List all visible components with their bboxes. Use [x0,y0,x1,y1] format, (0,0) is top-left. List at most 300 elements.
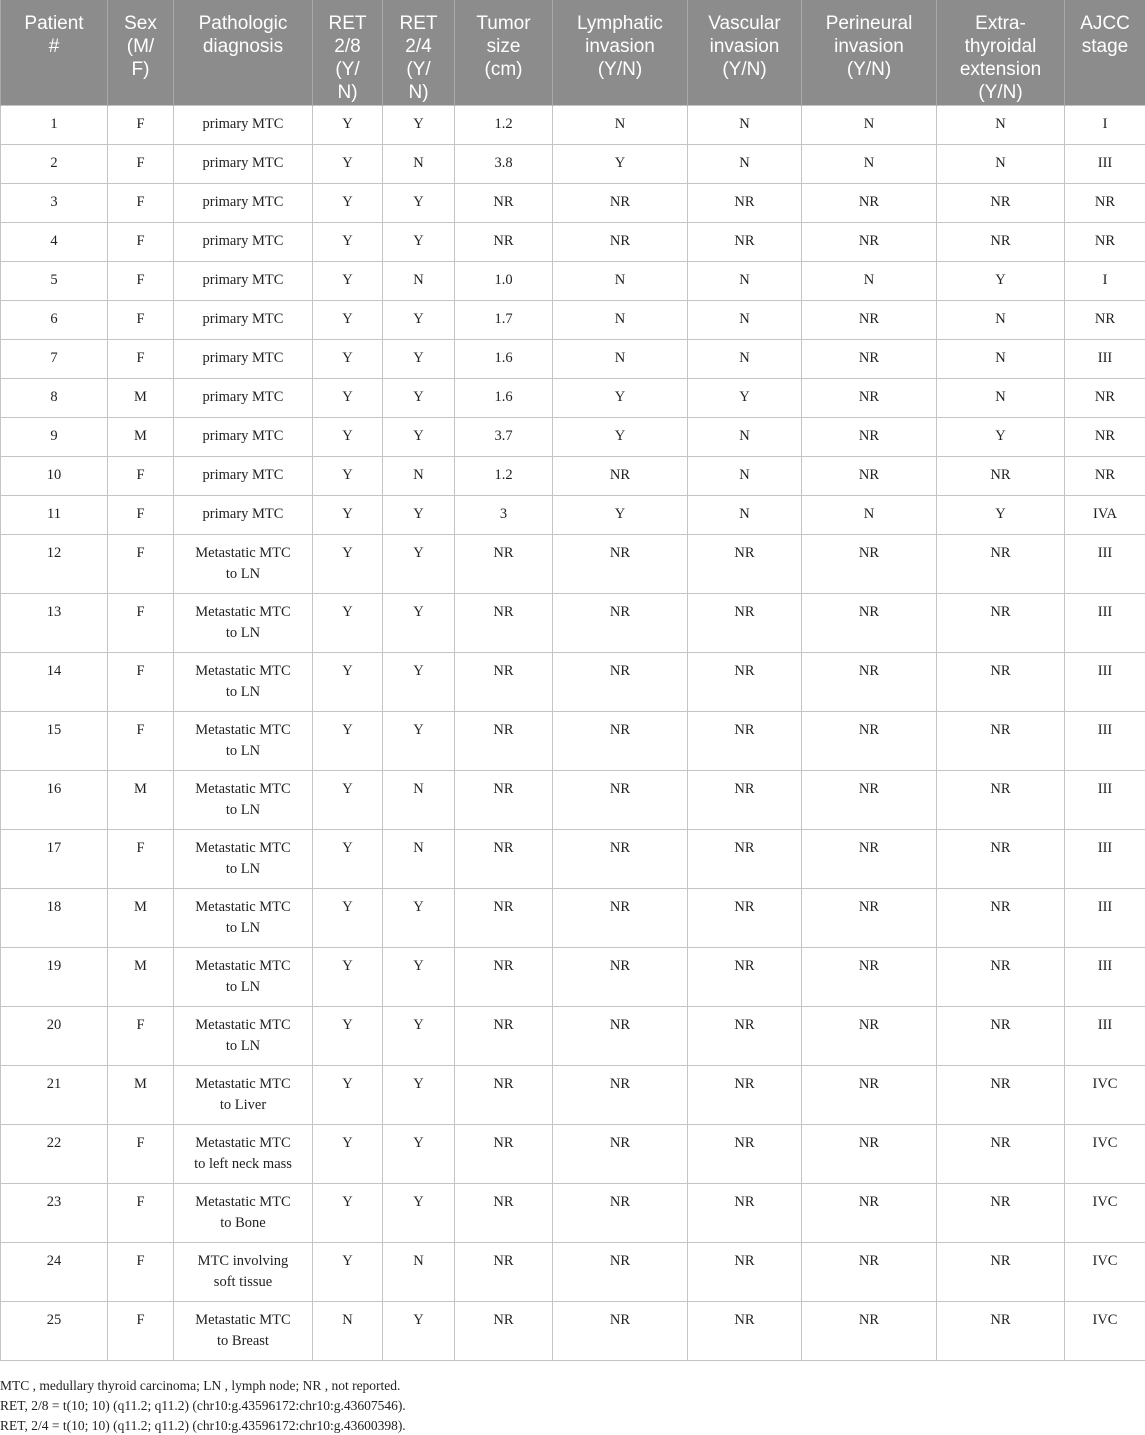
table-cell: 3.7 [455,417,553,456]
table-cell: NR [802,417,937,456]
table-cell: M [108,417,174,456]
table-cell: 17 [1,829,108,888]
table-cell: NR [802,378,937,417]
table-cell: 3.8 [455,144,553,183]
table-cell: N [937,378,1065,417]
table-row [1,1242,1145,1301]
table-cell: 1 [1,105,108,144]
table-cell: N [553,105,688,144]
table-cell: NR [802,222,937,261]
table-cell: N [383,456,455,495]
table-cell: NR [455,888,553,947]
table-cell: 1.7 [455,300,553,339]
table-cell: 1.2 [455,456,553,495]
table-cell: F [108,711,174,770]
table-cell: NR [937,770,1065,829]
table-cell: NR [802,300,937,339]
table-cell: Y [383,947,455,1006]
table-cell: NR [455,1006,553,1065]
table-cell: Metastatic MTC to LN [174,593,313,652]
table-cell: NR [455,1242,553,1301]
table-cell: NR [1065,183,1145,222]
table-cell: NR [802,1242,937,1301]
table-cell: Y [313,829,383,888]
table-cell: primary MTC [174,183,313,222]
table-cell: N [553,300,688,339]
table-cell: Y [313,300,383,339]
table-cell: NR [455,652,553,711]
table-cell: 10 [1,456,108,495]
table-cell: 1.2 [455,105,553,144]
table-cell: Y [383,888,455,947]
table-cell: NR [553,829,688,888]
table-cell: NR [553,888,688,947]
table-cell: Y [383,1183,455,1242]
table-cell: NR [688,183,802,222]
table-cell: N [688,144,802,183]
table-cell: NR [688,1242,802,1301]
table-cell: NR [802,1124,937,1183]
column-header: Pathologic diagnosis [174,0,313,105]
table-cell: 12 [1,534,108,593]
table-cell: IVC [1065,1301,1145,1360]
table-cell: primary MTC [174,456,313,495]
table-cell: NR [553,947,688,1006]
table-row [1,652,1145,711]
table-cell: NR [688,534,802,593]
table-cell: Y [313,1242,383,1301]
table-body [1,105,1145,1360]
table-cell: NR [553,1006,688,1065]
table-cell: III [1065,144,1145,183]
table-cell: F [108,1242,174,1301]
table-cell: NR [553,770,688,829]
table-cell: Y [313,652,383,711]
table-cell: NR [688,888,802,947]
table-cell: III [1065,711,1145,770]
table-cell: NR [802,652,937,711]
table-cell: III [1065,770,1145,829]
table-cell: NR [553,456,688,495]
column-header: Lymphatic invasion (Y/N) [553,0,688,105]
table-cell: III [1065,888,1145,947]
table-cell: N [553,339,688,378]
table-cell: primary MTC [174,144,313,183]
table-cell: IVC [1065,1183,1145,1242]
table-row [1,456,1145,495]
table-cell: Y [313,534,383,593]
table-cell: 2 [1,144,108,183]
table-cell: F [108,593,174,652]
table-row [1,339,1145,378]
table-cell: NR [802,534,937,593]
table-cell: N [383,1242,455,1301]
table-cell: Y [313,1183,383,1242]
table-cell: N [688,339,802,378]
table-cell: N [802,495,937,534]
table-cell: NR [553,1183,688,1242]
table-cell: Y [313,593,383,652]
table-cell: F [108,1301,174,1360]
table-cell: NR [802,1301,937,1360]
table-cell: NR [688,770,802,829]
column-header: AJCC stage [1065,0,1145,105]
table-cell: Y [313,1065,383,1124]
footnote-ret-2-4: RET, 2/4 = t(10; 10) (q11.2; q11.2) (chr10:g.43596172:chr10:g.43600398). [0,1418,406,1433]
table-cell: N [937,144,1065,183]
table-cell: N [383,144,455,183]
table-cell: Y [688,378,802,417]
table-cell: NR [553,183,688,222]
table-cell: Metastatic MTC to LN [174,652,313,711]
table-cell: NR [1065,456,1145,495]
table-cell: NR [553,1124,688,1183]
table-cell: NR [802,947,937,1006]
table-cell: NR [937,711,1065,770]
table-cell: N [688,105,802,144]
table-cell: M [108,1065,174,1124]
table-cell: NR [553,711,688,770]
table-cell: III [1065,652,1145,711]
table-cell: Y [313,1006,383,1065]
table-row [1,144,1145,183]
table-cell: NR [937,652,1065,711]
table-row [1,1124,1145,1183]
table-cell: F [108,534,174,593]
table-cell: M [108,378,174,417]
table-row [1,417,1145,456]
table-cell: Metastatic MTC to LN [174,888,313,947]
table-cell: NR [688,222,802,261]
table-cell: NR [802,829,937,888]
table-row [1,711,1145,770]
table-cell: NR [688,652,802,711]
table-cell: Y [383,534,455,593]
table-row [1,378,1145,417]
table-cell: NR [937,947,1065,1006]
table-cell: 20 [1,1006,108,1065]
table-cell: NR [802,1065,937,1124]
table-cell: 15 [1,711,108,770]
table-cell: Metastatic MTC to Breast [174,1301,313,1360]
table-cell: NR [937,829,1065,888]
table-row [1,770,1145,829]
column-header: Tumor size (cm) [455,0,553,105]
table-cell: 1.0 [455,261,553,300]
table-cell: F [108,1124,174,1183]
table-cell: Y [383,222,455,261]
table-cell: NR [688,711,802,770]
footnote-ret-2-8: RET, 2/8 = t(10; 10) (q11.2; q11.2) (chr10:g.43596172:chr10:g.43607546). [0,1398,406,1413]
table-cell: NR [553,222,688,261]
table-cell: 9 [1,417,108,456]
table-cell: Y [383,1301,455,1360]
table-cell: NR [937,1124,1065,1183]
table-cell: NR [688,947,802,1006]
table-cell: NR [937,1183,1065,1242]
table-cell: F [108,829,174,888]
table-cell: Metastatic MTC to Liver [174,1065,313,1124]
table-cell: Y [937,261,1065,300]
table-cell: Y [383,593,455,652]
table-cell: III [1065,1006,1145,1065]
table-cell: Y [313,261,383,300]
table-cell: primary MTC [174,300,313,339]
table-cell: Y [313,183,383,222]
table-cell: NR [455,183,553,222]
table-cell: NR [553,593,688,652]
table-cell: F [108,105,174,144]
table-cell: NR [802,183,937,222]
table-cell: Metastatic MTC to left neck mass [174,1124,313,1183]
table-cell: 14 [1,652,108,711]
table-cell: NR [455,1301,553,1360]
table-cell: Y [383,1006,455,1065]
table-cell: Y [313,144,383,183]
table-cell: F [108,652,174,711]
table-cell: Y [383,1124,455,1183]
table-cell: 18 [1,888,108,947]
column-header: Extra- thyroidal extension (Y/N) [937,0,1065,105]
table-cell: primary MTC [174,339,313,378]
column-header: Patient # [1,0,108,105]
table-cell: Y [313,495,383,534]
table-cell: N [383,770,455,829]
table-cell: NR [937,1301,1065,1360]
table-cell: N [383,829,455,888]
table-cell: NR [937,456,1065,495]
table-cell: Y [553,144,688,183]
table-cell: NR [455,534,553,593]
table-cell: NR [455,829,553,888]
table-cell: NR [455,222,553,261]
table-cell: NR [1065,417,1145,456]
table-cell: N [937,300,1065,339]
table-cell: III [1065,339,1145,378]
table-cell: 1.6 [455,378,553,417]
table-cell: Y [313,417,383,456]
table-cell: Y [553,495,688,534]
table-cell: F [108,495,174,534]
table-row [1,1183,1145,1242]
table-row [1,1006,1145,1065]
table-cell: 4 [1,222,108,261]
table-cell: Y [383,711,455,770]
table-cell: NR [688,829,802,888]
table-cell: Y [313,711,383,770]
column-header: Perineural invasion (Y/N) [802,0,937,105]
table-cell: III [1065,829,1145,888]
table-cell: NR [553,534,688,593]
table-row [1,947,1145,1006]
table-cell: F [108,183,174,222]
table-cell: Y [383,652,455,711]
table-cell: NR [455,1124,553,1183]
table-row [1,300,1145,339]
table-row [1,105,1145,144]
table-cell: NR [688,1065,802,1124]
table-cell: 24 [1,1242,108,1301]
table-cell: Y [383,378,455,417]
table-cell: N [802,105,937,144]
table-cell: NR [937,888,1065,947]
table-cell: 8 [1,378,108,417]
table-cell: Y [313,1124,383,1183]
table-cell: NR [1065,300,1145,339]
table-cell: NR [937,1242,1065,1301]
table-row [1,534,1145,593]
table-cell: 1.6 [455,339,553,378]
table-row [1,261,1145,300]
table-cell: Y [937,417,1065,456]
table-cell: 7 [1,339,108,378]
table-cell: Y [313,888,383,947]
table-cell: 22 [1,1124,108,1183]
table-cell: N [802,144,937,183]
table-cell: F [108,1006,174,1065]
table-cell: NR [937,1006,1065,1065]
table-cell: F [108,339,174,378]
table-cell: F [108,1183,174,1242]
table-cell: N [802,261,937,300]
table-cell: 21 [1,1065,108,1124]
table-cell: N [688,456,802,495]
column-header: Vascular invasion (Y/N) [688,0,802,105]
table-cell: Metastatic MTC to Bone [174,1183,313,1242]
table-cell: primary MTC [174,417,313,456]
table-cell: F [108,144,174,183]
table-cell: N [313,1301,383,1360]
table-cell: III [1065,593,1145,652]
table-cell: IVA [1065,495,1145,534]
table-cell: 11 [1,495,108,534]
table-cell: N [383,261,455,300]
table-cell: primary MTC [174,222,313,261]
table-cell: primary MTC [174,261,313,300]
table-cell: Y [313,378,383,417]
table-cell: MTC involving soft tissue [174,1242,313,1301]
table-cell: III [1065,534,1145,593]
table-cell: F [108,456,174,495]
footnote-abbreviations: MTC , medullary thyroid carcinoma; LN , lymph node; NR , not reported. [0,1378,401,1393]
table-cell: NR [802,1183,937,1242]
table-cell: Y [383,339,455,378]
table-cell: Y [313,339,383,378]
table-cell: N [937,105,1065,144]
table-cell: NR [802,1006,937,1065]
table-row [1,1301,1145,1360]
column-header: RET 2/4 (Y/ N) [383,0,455,105]
table-cell: 19 [1,947,108,1006]
table-cell: Y [313,947,383,1006]
table-cell: NR [802,593,937,652]
table-cell: NR [553,1242,688,1301]
table-cell: M [108,888,174,947]
table-cell: NR [553,1065,688,1124]
table-cell: primary MTC [174,495,313,534]
table-cell: NR [1065,222,1145,261]
table-row [1,183,1145,222]
table-cell: IVC [1065,1065,1145,1124]
table-cell: Y [383,300,455,339]
table-cell: NR [802,888,937,947]
table-cell: NR [455,593,553,652]
table-cell: Metastatic MTC to LN [174,829,313,888]
table-cell: F [108,222,174,261]
table-cell: NR [688,1124,802,1183]
table-cell: NR [553,1301,688,1360]
table-header-row [1,0,1145,105]
table-cell: F [108,300,174,339]
table-cell: NR [688,1301,802,1360]
table-row [1,495,1145,534]
table-cell: 3 [455,495,553,534]
table-row [1,1065,1145,1124]
table-cell: Metastatic MTC to LN [174,770,313,829]
table-cell: Y [383,1065,455,1124]
table-cell: NR [455,770,553,829]
column-header: Sex (M/ F) [108,0,174,105]
table-cell: primary MTC [174,378,313,417]
table-cell: Y [313,770,383,829]
table-cell: NR [937,183,1065,222]
column-header: RET 2/8 (Y/ N) [313,0,383,105]
table-cell: 5 [1,261,108,300]
table-cell: NR [553,652,688,711]
table-cell: N [688,261,802,300]
table-cell: NR [688,1183,802,1242]
table-cell: NR [802,770,937,829]
table-cell: NR [937,534,1065,593]
table-cell: Y [383,105,455,144]
table-cell: Y [313,456,383,495]
table-cell: NR [455,1065,553,1124]
table-cell: Metastatic MTC to LN [174,947,313,1006]
table-cell: 25 [1,1301,108,1360]
table-cell: M [108,947,174,1006]
table-row [1,593,1145,652]
table-cell: 6 [1,300,108,339]
table-cell: N [688,417,802,456]
table-cell: Y [553,417,688,456]
table-cell: IVC [1065,1124,1145,1183]
table-cell: 13 [1,593,108,652]
table-cell: NR [937,1065,1065,1124]
table-cell: N [688,300,802,339]
table-cell: Y [937,495,1065,534]
table-cell: N [937,339,1065,378]
table-cell: NR [688,1006,802,1065]
table-cell: NR [802,711,937,770]
table-cell: Y [313,105,383,144]
table-cell: Y [383,183,455,222]
table-cell: F [108,261,174,300]
table-cell: NR [455,711,553,770]
table-cell: primary MTC [174,105,313,144]
table-cell: Metastatic MTC to LN [174,1006,313,1065]
table-cell: 23 [1,1183,108,1242]
table-row [1,222,1145,261]
table-cell: NR [455,947,553,1006]
table-row [1,829,1145,888]
table-cell: NR [688,593,802,652]
table-cell: NR [937,593,1065,652]
table-cell: Y [553,378,688,417]
table-cell: NR [1065,378,1145,417]
table-cell: Metastatic MTC to LN [174,711,313,770]
table-cell: IVC [1065,1242,1145,1301]
table-cell: I [1065,261,1145,300]
